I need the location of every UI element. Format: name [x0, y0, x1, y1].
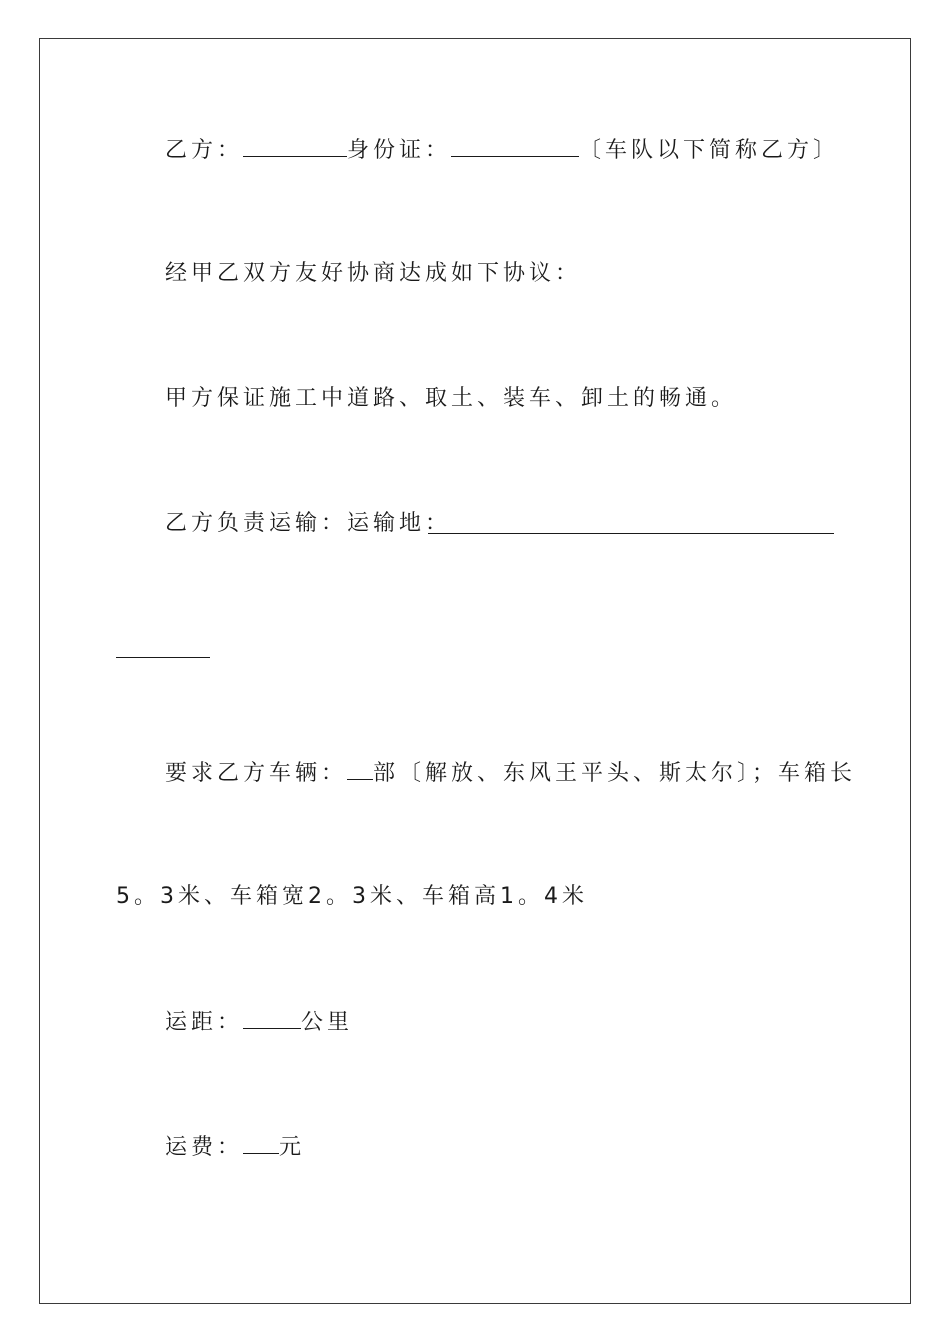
transport-line: [165, 510, 451, 538]
vehicles-line: [165, 759, 856, 788]
transport-label: 乙方负责运输：运输地：: [165, 511, 452, 536]
destination-blank-continued[interactable]: [116, 656, 210, 658]
box-dimensions: 5。3米、车箱宽2。3米、车箱高1。4米: [116, 884, 588, 909]
vehicles-prefix: 要求乙方车辆：: [165, 761, 348, 786]
distance-unit: 公里: [301, 1010, 354, 1035]
agreement-intro: 经甲乙双方友好协商达成如下协议：: [165, 261, 582, 286]
party-a-duty: 甲方保证施工中道路、取土、装车、卸土的畅通。: [165, 386, 738, 411]
vehicles-suffix: 部〔解放、东风王平头、斯太尔〕；车箱长: [373, 761, 857, 786]
fee-blank[interactable]: [243, 1133, 279, 1154]
id-card-blank[interactable]: [451, 136, 579, 157]
page-border: [39, 38, 911, 1304]
distance-line: [165, 1008, 353, 1037]
fee-label: 运费：: [165, 1135, 244, 1160]
party-b-line: [165, 136, 839, 165]
vehicle-count-blank[interactable]: [347, 759, 373, 780]
party-b-name-blank[interactable]: [243, 136, 347, 157]
distance-label: 运距：: [165, 1010, 244, 1035]
party-b-suffix: 〔车队以下简称乙方〕: [579, 138, 840, 163]
id-card-label: 身份证：: [347, 138, 452, 163]
fee-unit: 元: [279, 1135, 306, 1160]
party-b-label: 乙方：: [165, 138, 244, 163]
distance-blank[interactable]: [243, 1008, 301, 1029]
fee-line: [165, 1133, 305, 1162]
destination-blank[interactable]: [428, 532, 834, 534]
